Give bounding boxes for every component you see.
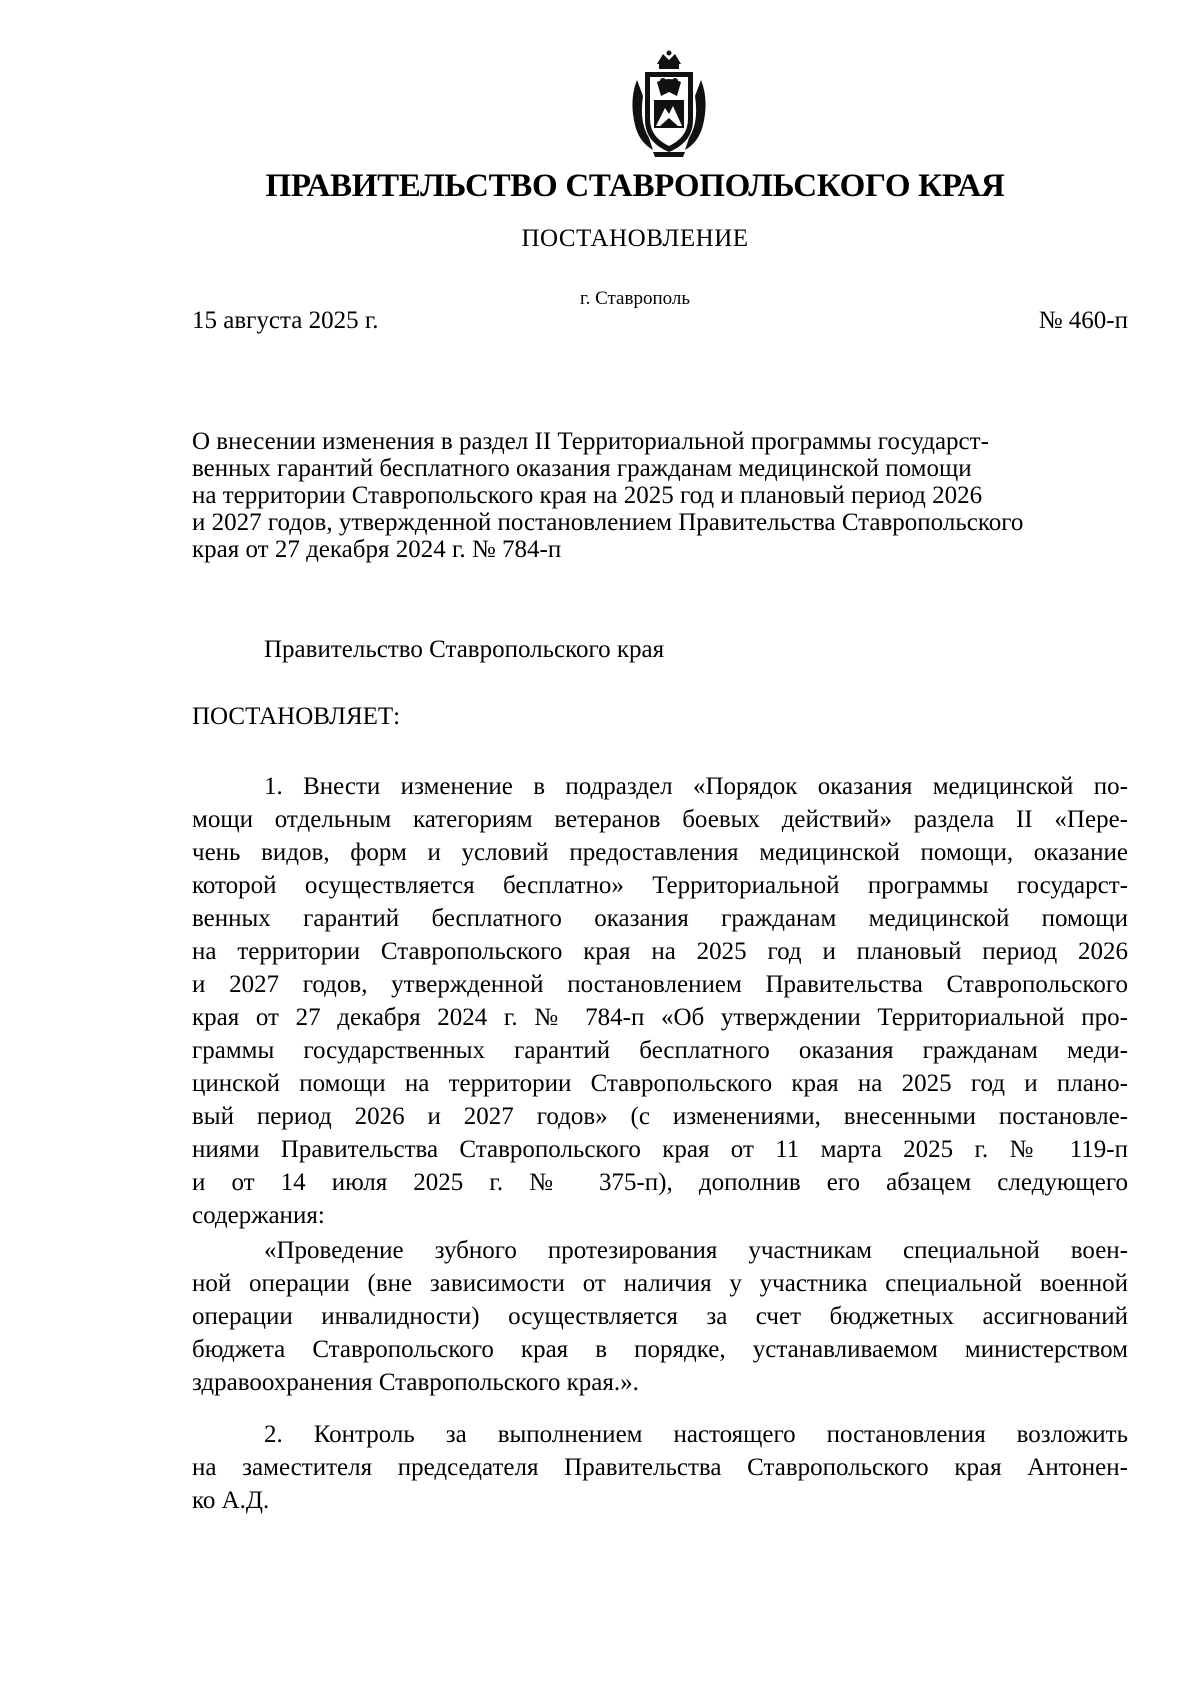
subject-line: венных гарантий бесплатного оказания гражданам медицинской помощи <box>192 455 972 482</box>
document-number: № 460-п <box>1038 307 1128 334</box>
subject-line: и 2027 годов, утвержденной постановлением Правительства Ставропольского <box>192 509 1024 536</box>
paragraph-line: чень видов, форм и условий предоставления медицинской помощи, оказание <box>192 839 1128 866</box>
document-date: 15 августа 2025 г. <box>192 307 379 334</box>
quoted-amendment <box>192 1234 1128 1399</box>
paragraph-line: мощи отдельным категориям ветеранов боевых действий» раздела II «Пере- <box>192 806 1128 833</box>
city-label: г. Ставрополь <box>579 288 691 309</box>
paragraph-line: граммы государственных гарантий бесплатного оказания гражданам меди- <box>192 1037 1128 1064</box>
quote-line: бюджета Ставропольского края в порядке, устанавливаемом министерством <box>192 1336 1128 1363</box>
paragraph-line: края от 27 декабря 2024 г. № 784-п «Об утверждении Территориальной про- <box>192 1004 1128 1031</box>
paragraph-line: которой осуществляется бесплатно» Территориальной программы государст- <box>192 872 1128 899</box>
paragraph-line: ко А.Д. <box>192 1487 270 1514</box>
paragraph-line: ниями Правительства Ставропольского края от 11 марта 2025 г. № 119-п <box>192 1136 1128 1163</box>
paragraph-line: на заместителя председателя Правительства Ставропольского края Антонен- <box>192 1454 1128 1481</box>
quote-line: «Проведение зубного протезирования участникам специальной воен- <box>264 1237 1128 1264</box>
paragraph-line: содержания: <box>192 1202 325 1229</box>
paragraph-line: 2. Контроль за выполнением настоящего постановления возложить <box>264 1421 1128 1448</box>
resolves-heading: ПОСТАНОВЛЯЕТ: <box>192 703 401 730</box>
subject-line: на территории Ставропольского края на 2025 год и плановый период 2026 <box>192 482 983 509</box>
paragraph-line: на территории Ставропольского края на 2025 год и плановый период 2026 <box>192 938 1128 965</box>
paragraph-1 <box>192 770 1128 1232</box>
document-type: ПОСТАНОВЛЕНИЕ <box>521 225 749 252</box>
government-title: ПРАВИТЕЛЬСТВО СТАВРОПОЛЬСКОГО КРАЯ <box>265 168 1005 204</box>
paragraph-line: цинской помощи на территории Ставропольского края на 2025 год и плано- <box>192 1070 1128 1097</box>
paragraph-line: и 2027 годов, утвержденной постановлением Правительства Ставропольского <box>192 971 1128 998</box>
coat-of-arms-emblem <box>627 50 711 158</box>
subject-line: О внесении изменения в раздел II Территориальной программы государст- <box>192 428 989 455</box>
paragraph-line: венных гарантий бесплатного оказания гражданам медицинской помощи <box>192 905 1128 932</box>
paragraph-2 <box>192 1418 1128 1517</box>
issuing-government: Правительство Ставропольского края <box>264 636 665 663</box>
quote-line: операции инвалидности) осуществляется за счет бюджетных ассигнований <box>192 1303 1128 1330</box>
paragraph-line: и от 14 июля 2025 г. № 375-п), дополнив его абзацем следующего <box>192 1169 1128 1196</box>
paragraph-line: вый период 2026 и 2027 годов» (с изменениями, внесенными постановле- <box>192 1103 1128 1130</box>
quote-line: здравоохранения Ставропольского края.». <box>192 1369 639 1396</box>
quote-line: ной операции (вне зависимости от наличия у участника специальной военной <box>192 1270 1128 1297</box>
document-subject <box>192 428 1128 563</box>
subject-line: края от 27 декабря 2024 г. № 784-п <box>192 536 562 563</box>
paragraph-line: 1. Внести изменение в подраздел «Порядок оказания медицинской по- <box>264 773 1128 800</box>
